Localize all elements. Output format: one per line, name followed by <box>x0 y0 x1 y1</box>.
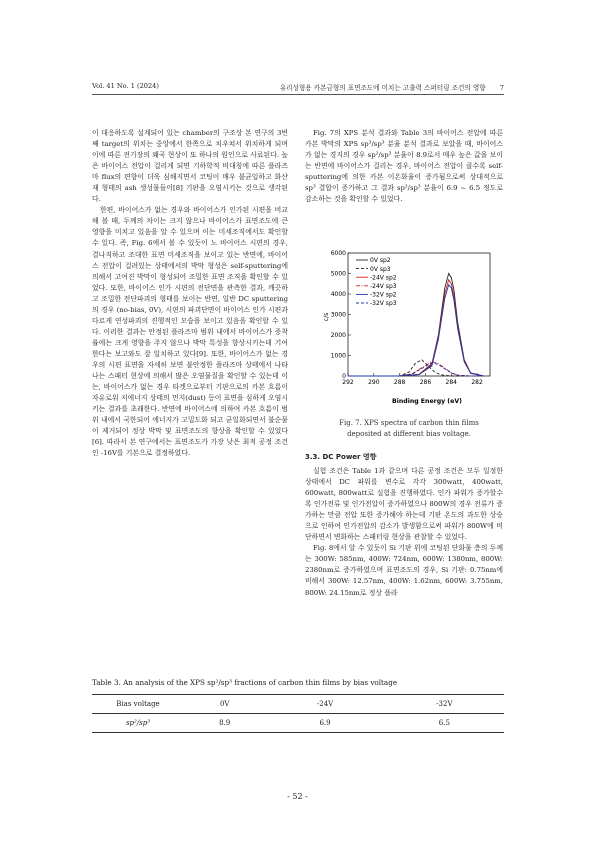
legend-label: -24V sp2 <box>370 274 397 282</box>
figure-7 <box>322 249 497 407</box>
page-number: - 52 - <box>287 792 308 801</box>
running-title <box>280 82 504 92</box>
paragraph: Fig. 8에서 알 수 있듯이 Si 기판 위에 코팅된 단화물 층의 두께는 300W: 585nm, 400W: 724nm, 600W: 1380nm, 800W: 2380nm로 증가하였으며 표면조도의 경우, Si 기판: 0.75nm에 비해서 300W: 12.57nm, 400W: 1.62nm, 600W: 3.755nm, 800W: 24.15nm로 정상 플라 <box>305 544 503 597</box>
series-line <box>348 274 484 377</box>
table-header-cell: Bias voltage <box>92 695 184 714</box>
header-rule <box>92 94 504 95</box>
y-tick-label: 2000 <box>330 332 346 339</box>
series-line <box>348 285 484 376</box>
x-tick-label: 290 <box>368 379 380 386</box>
journal-volume: Vol. 41 No. 1 (2024) <box>92 82 159 90</box>
table-header-row <box>92 695 504 714</box>
table-cell: 8.9 <box>184 714 265 733</box>
table-header-cell: 0V <box>184 695 265 714</box>
paragraph: 이 대응하도록 설계되어 있는 chamber의 구조상 본 연구의 3번째 target의 위치는 중앙에서 한쪽으로 치우쳐서 위치하게 되며 이에 따른 전기장의 왜곡 현상이 또 하나의 원인으로 사료된다. 높은 바이어스 전압이 걸리게 되면 기하학적 비대칭에 따른 플라즈마 flux의 편향이 더욱 심해지면서 코팅이 매우 불균일하고 화산재 형태의 ash 생성물들이[8] 기판을 오염시키는 것으로 생각된다. <box>92 129 288 204</box>
series-line <box>348 362 484 376</box>
caption-line: Fig. 7. XPS spectra of carbon thin films <box>339 419 479 427</box>
left-column <box>92 128 288 459</box>
paragraph: Fig. 7의 XPS 분석 결과와 Table 3의 바이어스 전압에 따른 카본 박막의 XPS sp³/sp³ 분율 분석 결과로 보았을 때, 바이어스가 없는 경지의 경우 sp²/sp³ 분율이 8.9로서 매우 높은 값을 보이는 반면에 바이어스가 걸리는 경우, 바이어스 전압이 클수록 self-sputtering에 의한 카본 이온화율이 증가됨으로써 상대적으로 sp³ 결합이 증가하고 그 결과 sp²/sp³ 분율이 6.9 ~ 6.5 정도로 감소하는 것을 확인할 수 있었다. <box>305 129 503 204</box>
legend-label: -24V sp3 <box>370 283 397 290</box>
table-caption: Table 3. An analysis of the XPS sp²/sp³ fractions of carbon thin films by bias voltage <box>92 678 398 687</box>
right-column-bottom <box>305 466 503 599</box>
series-line <box>348 360 484 376</box>
figure-caption <box>312 418 506 439</box>
legend-label: 0V sp2 <box>370 257 391 265</box>
series-line <box>348 280 484 376</box>
header-page-number: 7 <box>499 84 504 92</box>
x-tick-label: 292 <box>342 379 354 386</box>
y-tick-label: 1000 <box>330 352 346 360</box>
x-tick-label: 282 <box>471 379 483 386</box>
section-heading: 3.3. DC Power 영향 <box>305 453 377 461</box>
y-tick-label: 3000 <box>330 311 346 319</box>
legend-label: 0V sp3 <box>370 265 391 273</box>
x-tick-label: 284 <box>445 379 457 386</box>
y-tick-label: 0 <box>342 373 346 380</box>
paragraph: 실험 조건은 Table 1과 같으며 다른 공정 조건은 모두 일정한 상태에서 DC 파워를 변수로 각각 300watt, 400watt, 600watt, 800watt로 실험을 진행하였다. 인가 파워가 증가할수록 인가전류 및 인가전압이 증가하였으나 800W의 경우 전류가 증가하는 만큼 전압 또한 증가해야 하는데 기판 온도의 과도한 상승으로 인하여 인가전압의 감소가 발생함으로써 파워가 800W에 비단하면서 변화하는 스패터링 현상을 관찰할 수 있었다. <box>305 467 503 542</box>
table-3 <box>92 694 504 733</box>
running-title-text: 유리성형용 카본금형의 표면조도에 미치는 고출력 스퍼터링 조건의 영향 <box>279 84 486 92</box>
x-tick-label: 286 <box>419 379 432 386</box>
paragraph: 한편, 바이어스가 없는 경우와 바이어스가 인가된 시편을 비교해 볼 때, 두께의 차이는 크지 않으나 바이어스가 표면조도에 큰 영향을 미치고 있음을 알 수 있으며 이는 미세조직에서도 확인할 수 있다. 즉, Fig. 6에서 볼 수 있듯이 노 바이어스 시편의 경우, 결나직하고 조대한 표면 미세조직을 보이고 있는 반면에, 바이어스 전압이 걸려있는 상태에서의 박막 형성은 self-sputtering에 의해서 고여진 박막이 형성되어 조밀한 표면 조직을 확인할 수 있었다. 또한, 바이어스 인가 시편의 전단면을 관측한 결과, 깨끗하고 조밀한 전단파괴의 형태를 보이는 반면, 일반 DC sputtering의 경우 (no-bias, 0V), 시편의 파괴단면이 바이어스 인가 시편과 다르게 연성파괴의 진행적인 모습을 보이고 있음을 확인할 수 있다. 이러한 결과는 안정된 플라즈마 범위 내에서 바이어스가 증착률에는 크게 영향을 주지 않으나 박막 특성을 향상시키는데 기여한다는 보고와도 잘 일치하고 있다[9]. 또한, 바이어스가 없는 경우의 시편 표면을 자세히 보면 불안정한 플라즈마 상태에서 나타나는 스패터 현상에 의해서 많은 오염물질을 확인할 수 있는데 이는, 바이어스가 없는 경우 타겟으로부터 기판으로의 카본 흐름이 자유로워 저에너지 상태의 먼지(dust) 등이 표면을 심하게 오염시키는 결과를 초래한다. 반면에 바이어스에 의하여 카본 흐름이 범위 내에서 국한되어 에너지가 고밀도화 되고 균일화되면서 불순물이 제거되어 정상 박막 및 표면조도의 향상을 확인할 수 있었다[6]. 따라서 본 연구에서는 표면조도가 가장 낮은 최적 공정 조건인 -16V를 기본으로 결정하였다. <box>92 206 288 458</box>
y-tick-label: 4000 <box>330 291 346 298</box>
table-cell: sp²/sp³ <box>92 714 184 733</box>
table-cell: 6.5 <box>385 714 504 733</box>
y-axis-label: c/s <box>323 312 330 322</box>
table-header-cell: -32V <box>385 695 504 714</box>
table-header-cell: -24V <box>265 695 384 714</box>
right-column-top <box>305 128 503 205</box>
x-axis-label: Binding Energy (eV) <box>392 398 462 405</box>
table-cell: 6.9 <box>265 714 384 733</box>
xps-spectra-chart <box>322 249 497 407</box>
legend-label: -32V sp2 <box>370 291 397 299</box>
x-tick-label: 288 <box>393 379 406 386</box>
caption-line: deposited at different bias voltage. <box>347 429 471 438</box>
table-row <box>92 714 504 733</box>
legend-label: -32V sp3 <box>370 300 397 308</box>
series-line <box>348 363 484 376</box>
y-tick-label: 6000 <box>330 250 346 257</box>
y-tick-label: 5000 <box>330 270 346 278</box>
